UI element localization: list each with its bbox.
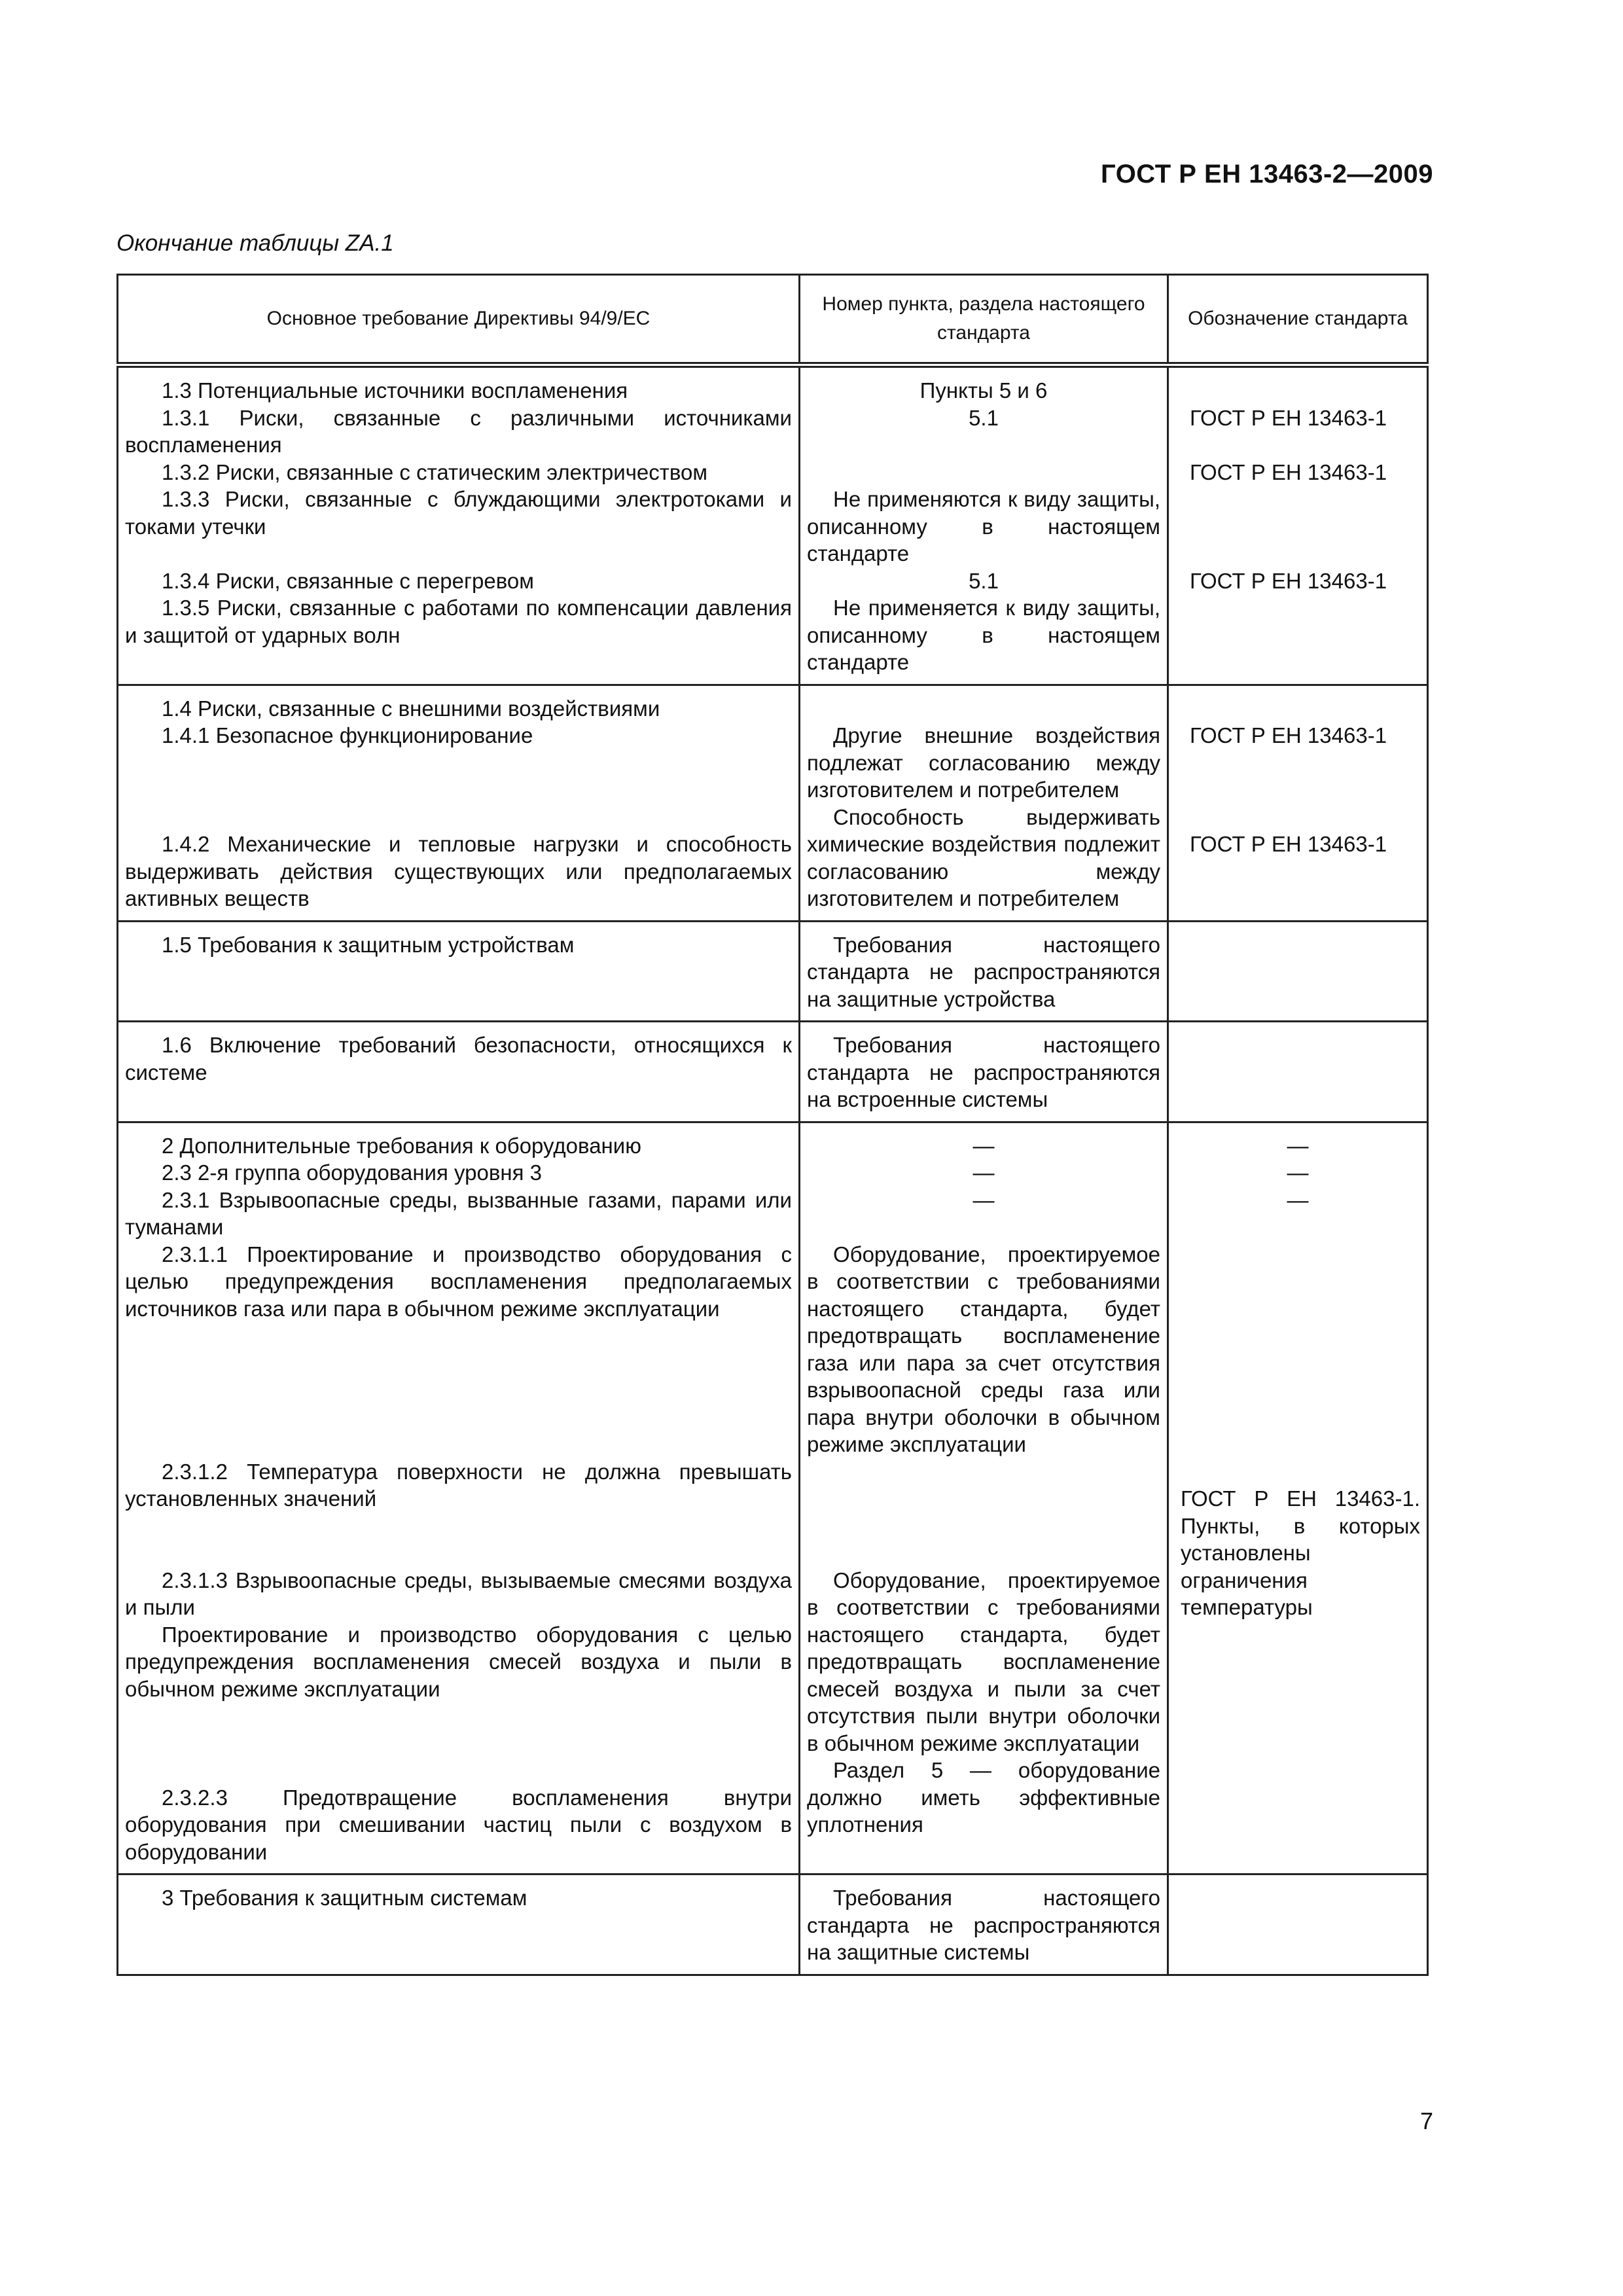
requirement-cell <box>118 685 800 921</box>
clause-text: Оборудование, проектируемое в соответствии с требованиями настоящего стандарта, будет предотвращать воспламенение газа или пара за счет отсутствия взрывоопасной среды газа или пара внутри оболочки в обычном режиме эксплуатации <box>807 1242 1160 1456</box>
column-header-clause: Номер пункта, раздела настоящего стандарта <box>800 275 1168 365</box>
requirement-text: 2 Дополнительные требования к оборудованию <box>162 1133 641 1158</box>
requirements-table <box>116 274 1429 1976</box>
clause-text: — <box>972 1160 995 1185</box>
clause-cell <box>800 685 1168 921</box>
standard-text: ГОСТ Р ЕН 13463-1 <box>1190 405 1387 430</box>
clause-text: Не применяются к виду защиты, описанному в настоящем стандарте <box>807 487 1160 565</box>
clause-text: — <box>972 1187 995 1212</box>
requirement-text: 2.3.1.3 Взрывоопасные среды, вызываемые смесями воздуха и пыли <box>125 1568 792 1619</box>
requirement-cell <box>118 1122 800 1874</box>
requirement-text: 1.6 Включение требований безопасности, относящихся к системе <box>125 1033 792 1085</box>
clause-text: Требования настоящего стандарта не распространяются на защитные системы <box>807 1886 1160 1964</box>
clause-text: Способность выдерживать химические воздействия подлежит согласованию между изготовителем и потребителем <box>807 804 1160 910</box>
clause-text: Пункты 5 и 6 <box>919 378 1048 403</box>
requirement-cell <box>118 365 800 685</box>
standard-text: ГОСТ Р ЕН 13463-1 <box>1190 723 1387 747</box>
table-row <box>118 1874 1428 1975</box>
clause-cell <box>800 1874 1168 1975</box>
clause-text: Другие внешние воздействия подлежат согласованию между изготовителем и потребителем <box>807 723 1160 802</box>
column-header-requirement: Основное требование Директивы 94/9/ЕС <box>118 275 800 365</box>
requirement-text: 1.4.1 Безопасное функционирование <box>162 723 533 747</box>
standard-cell <box>1168 921 1428 1022</box>
requirement-text: 1.3.5 Риски, связанные с работами по компенсации давления и защитой от ударных волн <box>125 596 792 647</box>
clause-text: Раздел 5 — оборудование должно иметь эффективные уплотнения <box>807 1758 1160 1837</box>
clause-cell <box>800 1022 1168 1122</box>
requirement-text: 2.3 2-я группа оборудования уровня 3 <box>162 1160 542 1185</box>
clause-text: Не применяется к виду защиты, описанному в настоящем стандарте <box>807 596 1160 674</box>
requirement-text: 1.3.2 Риски, связанные с статическим электричеством <box>162 459 708 484</box>
requirement-text: 1.3.1 Риски, связанные с различными источниками воспламенения <box>125 405 792 457</box>
page-number: 7 <box>1419 2108 1433 2134</box>
clause-cell <box>800 365 1168 685</box>
requirement-text: Проектирование и производство оборудования с целью предупреждения воспламенения смесей воздуха и пыли в обычном режиме эксплуатации <box>125 1622 792 1701</box>
standard-text: ГОСТ Р ЕН 13463-1. Пункты, в которых установлены ограничения температуры <box>1181 1486 1420 1619</box>
clause-cell <box>800 1122 1168 1874</box>
requirement-text: 2.3.2.3 Предотвращение воспламенения внутри оборудования при смешивании частиц пыли с воздухом в оборудовании <box>125 1785 792 1864</box>
requirement-text: 1.4.2 Механические и тепловые нагрузки и способность выдерживать действия существующих или предполагаемых активных веществ <box>125 832 792 910</box>
column-header-standard: Обозначение стандарта <box>1168 275 1428 365</box>
standard-cell <box>1168 1122 1428 1874</box>
clause-cell <box>800 921 1168 1022</box>
requirement-text: 2.3.1.2 Температура поверхности не должна превышать установленных значений <box>125 1459 792 1511</box>
requirement-text: 3 Требования к защитным системам <box>162 1886 527 1910</box>
table-row <box>118 685 1428 921</box>
requirement-cell <box>118 1874 800 1975</box>
requirement-text: 1.3.3 Риски, связанные с блуждающими электротоками и токами утечки <box>125 487 792 539</box>
clause-text: — <box>972 1133 995 1158</box>
clause-text: Требования настоящего стандарта не распространяются на защитные устройства <box>807 932 1160 1011</box>
clause-text: Оборудование, проектируемое в соответствии с требованиями настоящего стандарта, будет предотвращать воспламенение смесей воздуха и пыли за счет отсутствия пыли внутри оболочки в обычном режиме эксплуатации <box>807 1568 1160 1755</box>
table-header-row <box>118 275 1428 365</box>
standard-text: ГОСТ Р ЕН 13463-1 <box>1190 459 1387 484</box>
table-row <box>118 1122 1428 1874</box>
standard-cell <box>1168 1874 1428 1975</box>
standard-code: ГОСТ Р ЕН 13463-2—2009 <box>1101 160 1433 188</box>
requirement-text: 2.3.1.1 Проектирование и производство оборудования с целью предупреждения воспламенения предполагаемых источников газа или пара в обычном режиме эксплуатации <box>125 1242 792 1321</box>
standard-text: — <box>1287 1187 1309 1212</box>
standard-cell <box>1168 1022 1428 1122</box>
standard-text: ГОСТ Р ЕН 13463-1 <box>1190 568 1387 593</box>
table-caption: Окончание таблицы ZA.1 <box>116 230 394 256</box>
requirement-text: 1.3.4 Риски, связанные с перегревом <box>162 568 534 593</box>
requirement-text: 1.4 Риски, связанные с внешними воздействиями <box>162 696 660 721</box>
clause-text: 5.1 <box>969 568 999 593</box>
requirement-cell <box>118 1022 800 1122</box>
table-row <box>118 1022 1428 1122</box>
standard-text: — <box>1287 1133 1309 1158</box>
requirement-text: 1.3 Потенциальные источники воспламенения <box>162 378 628 403</box>
requirement-text: 1.5 Требования к защитным устройствам <box>162 932 575 957</box>
requirement-text: 2.3.1 Взрывоопасные среды, вызванные газами, парами или туманами <box>125 1187 792 1239</box>
requirement-cell <box>118 921 800 1022</box>
clause-text: 5.1 <box>969 405 999 430</box>
standard-text: ГОСТ Р ЕН 13463-1 <box>1190 832 1387 856</box>
standard-text: — <box>1287 1160 1309 1185</box>
clause-text: Требования настоящего стандарта не распространяются на встроенные системы <box>807 1033 1160 1111</box>
table-row <box>118 365 1428 685</box>
table-row <box>118 921 1428 1022</box>
standard-cell <box>1168 365 1428 685</box>
standard-cell <box>1168 685 1428 921</box>
